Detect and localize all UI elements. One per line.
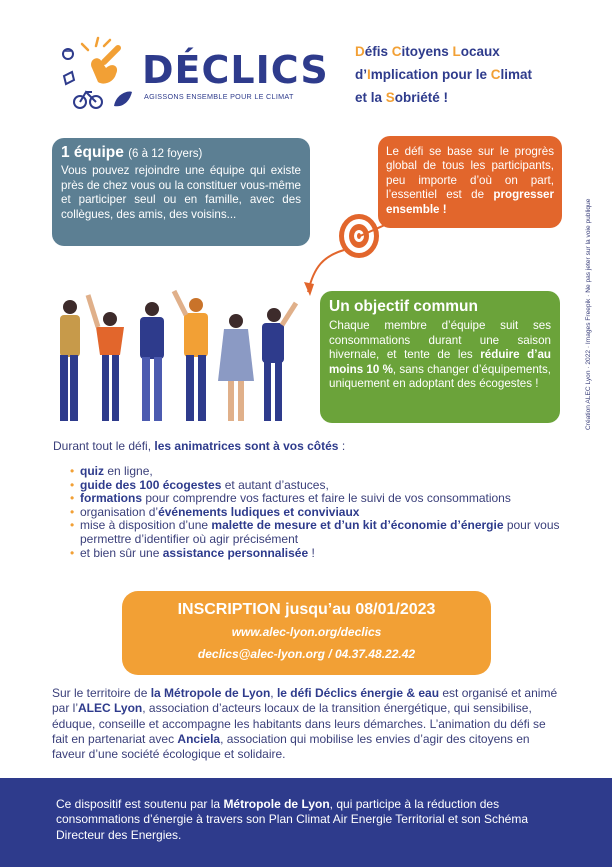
inscription-url[interactable]: www.alec-lyon.org/declics: [231, 625, 382, 639]
equipe-title: [61, 146, 301, 161]
list-item-bold: quiz: [80, 464, 104, 478]
hand-click-icon: [82, 38, 118, 84]
list-item-text: pour vous permettre d’identifier où agir précisément: [80, 518, 560, 546]
headline: [355, 40, 570, 109]
para-text: , association qui mobilise les envies d’agir des citoyens en faveur d’une société écologique et solidaire.: [52, 731, 530, 762]
headline-initial: L: [452, 44, 461, 59]
para-bold: ALEC Lyon: [78, 701, 143, 716]
recycle-icon: [63, 49, 73, 59]
list-item-pre: organisation d’: [80, 504, 159, 519]
objectif-title: Un objectif commun: [329, 298, 478, 315]
list-item-pre: et bien sûr une: [80, 545, 163, 560]
headline-text: d’: [355, 67, 367, 82]
headline-text: limat: [500, 67, 533, 82]
list-item-text: et autant d’astuces,: [221, 477, 329, 492]
list-item: [70, 547, 570, 561]
intro-after: :: [338, 439, 346, 453]
objectif-text-after: , sans changer d’équipements, uniquement en adoptant des écogestes !: [329, 362, 552, 391]
headline-text: itoyens: [401, 44, 453, 59]
list-item-bold: malette de mesure et d’un kit d’économie d’énergie: [211, 518, 504, 533]
equipe-title-text: 1 équipe: [61, 144, 124, 161]
footer-text-part: , qui participe à la réduction des consommations d’énergie à travers son Plan Climat Air Energie Territorial et son Schéma Directeur des Energies.: [56, 797, 528, 842]
objectif-text: [329, 319, 551, 391]
animatrices-intro: [53, 439, 345, 453]
headline-initial: D: [355, 44, 365, 59]
person-6: [262, 303, 296, 421]
equipe-subtitle: (6 à 12 foyers): [128, 148, 203, 160]
defi-bold: progresser ensemble !: [386, 188, 554, 216]
plug-icon: [64, 72, 74, 84]
person-5: [218, 314, 254, 421]
list-item-bold: formations: [80, 491, 143, 506]
para-bold: Anciela: [177, 731, 221, 746]
description-paragraph: [52, 686, 564, 762]
headline-line-3: [355, 86, 570, 109]
objectif-text-before: Chaque membre d’équipe suit ses consommations durant une saison hivernale, et tente de les: [329, 319, 551, 362]
services-list: [70, 465, 570, 560]
headline-initial: C: [391, 44, 402, 59]
headline-text: ocaux: [460, 44, 500, 59]
list-item-text: en ligne,: [104, 464, 153, 478]
person-3: [140, 302, 164, 421]
list-item: [70, 506, 570, 520]
para-text: Sur le territoire de: [52, 686, 151, 700]
objectif-bold: réduire d’au moins 10 %: [329, 348, 552, 376]
headline-line-1: [355, 40, 570, 63]
equipe-text: Vous pouvez rejoindre une équipe qui existe près de chez vous ou la constituer vous-même et participer seul ou en famille, avec des collègues, des amis, des voisins...: [61, 164, 301, 221]
headline-line-2: [355, 63, 570, 86]
headline-initial: I: [367, 67, 371, 82]
person-1: [60, 300, 80, 421]
leaf-icon: [114, 92, 132, 107]
list-item-text: pour comprendre vos factures et faire le suivi de vos consommations: [142, 491, 511, 506]
list-item-pre: mise à disposition d’une: [80, 518, 212, 533]
objectif-box: [320, 291, 560, 423]
people-illustration: [48, 285, 306, 425]
list-item: [70, 492, 570, 506]
para-bold: la Métropole de Lyon: [150, 686, 271, 700]
list-item-bold: assistance personnalisée: [162, 545, 309, 560]
bicycle-icon: [74, 92, 102, 108]
logo-icons: [58, 32, 136, 112]
person-4: [174, 291, 208, 421]
para-text: , association d’acteurs locaux de la transition énergétique, qui sensibilise, éduque, conseille et accompagne les habitants dans leurs démarches. L’animation du défi se fait en partenariat avec: [52, 701, 546, 746]
headline-initial: C: [490, 67, 501, 82]
logo-tagline: AGISSONS ENSEMBLE POUR LE CLIMAT: [144, 92, 294, 101]
para-text: est organisé et animé par l’: [52, 686, 558, 716]
list-item-bold: guide des 100 écogestes: [80, 477, 222, 492]
footer-bold: Métropole de Lyon: [223, 797, 330, 811]
equipe-box: [52, 138, 310, 246]
para-bold: le défi Déclics énergie & eau: [276, 686, 440, 700]
footer-text: [56, 797, 566, 843]
inscription-box: [122, 591, 491, 675]
inscription-contact[interactable]: declics@alec-lyon.org / 04.37.48.22.42: [197, 647, 416, 661]
defi-text: Le défi se base sur le progrès global de tous les participants, peu importe d’où on part, l’essentiel est de: [386, 145, 554, 202]
list-item: [70, 479, 570, 493]
list-item: [70, 465, 570, 479]
credit-line: Création ALEC Lyon · 2022 · Images Freepik · Ne pas jeter sur la voie publique: [585, 198, 592, 430]
para-text: ,: [270, 686, 277, 700]
intro-bold: les animatrices sont à vos côtés: [154, 439, 339, 453]
target-icon: [339, 214, 379, 258]
headline-initial: S: [385, 90, 395, 105]
intro-before: Durant tout le défi,: [53, 439, 155, 453]
headline-text: mplication pour le: [370, 67, 491, 82]
target-illustration: [304, 206, 414, 296]
person-2: [88, 295, 124, 421]
footer: [0, 778, 612, 867]
list-item-text: !: [308, 545, 315, 560]
list-item: [70, 519, 570, 546]
headline-text: et la: [355, 90, 386, 105]
headline-text: obriété !: [394, 90, 449, 105]
list-item-bold: événements ludiques et conviviaux: [158, 504, 360, 519]
headline-text: éfis: [364, 44, 392, 59]
logo-wordmark: DÉCLICS: [142, 48, 329, 92]
logo: [58, 32, 329, 112]
inscription-title: INSCRIPTION jusqu’au 08/01/2023: [177, 601, 436, 618]
footer-text-part: Ce dispositif est soutenu par la: [56, 797, 224, 811]
